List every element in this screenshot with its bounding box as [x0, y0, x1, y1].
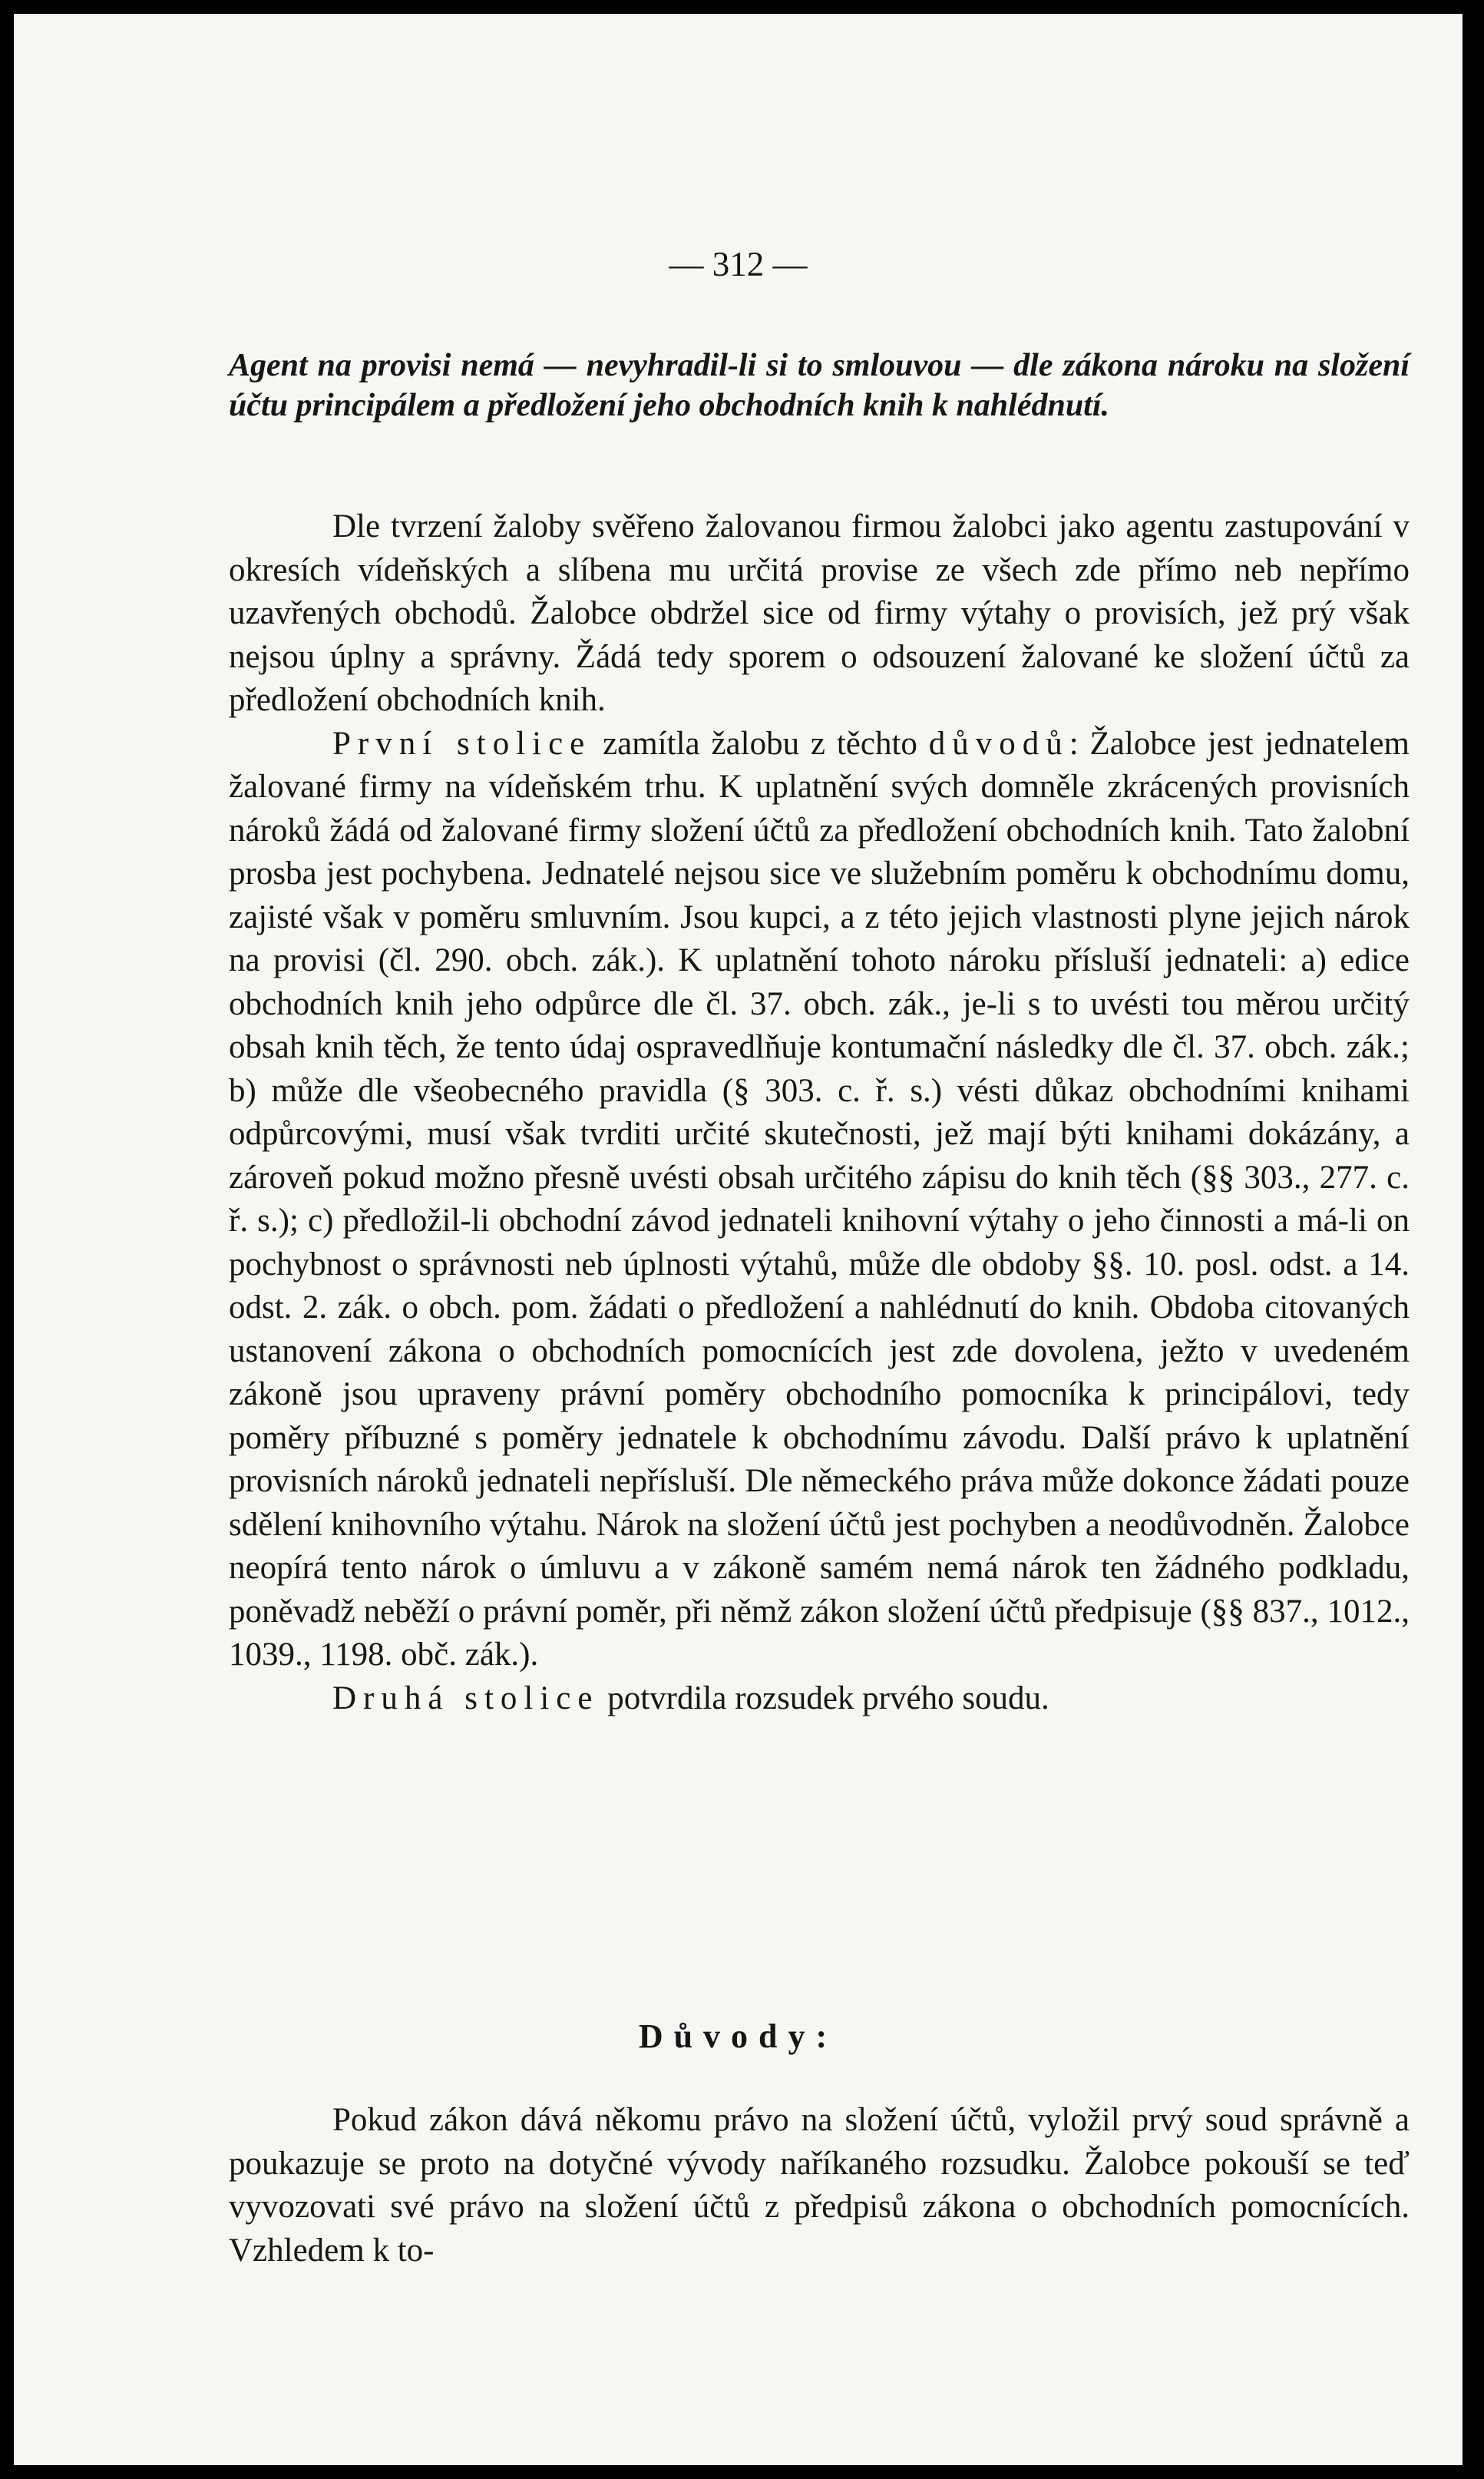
case-headnote: Agent na provisi nemá — nevyhradil-li si to smlouvou — dle zákona nároku na složení účtu principálem a předložení jeho obchodních knih k nahlédnutí.: [229, 348, 1410, 423]
reasons-paragraph: Pokud zákon dává někomu právo na složení účtů, vyložil prvý soud správně a poukazuje se proto na dotyčné vývody naříkaného rozsudku. Žalobce pokouší se teď vyvozovati své právo na složení účtů z předpisů zákona o obchodních pomocnících. Vzhledem k to-: [229, 2102, 1410, 2269]
second-instance-decision: potvrdila rozsudek prvého soudu.: [599, 1680, 1049, 1716]
second-instance-heading: Druhá stolice: [332, 1680, 600, 1716]
reasons-section: [229, 2099, 1410, 2272]
first-instance-paragraph: [229, 723, 1410, 1677]
reasons-word: důvodů: [928, 725, 1069, 762]
second-instance-paragraph: [229, 1677, 1410, 1721]
first-instance-intro: zamítla žalobu z těchto: [591, 725, 929, 762]
first-instance-reasoning: : Žalobce jest jednatelem žalované firmy na vídeňském trhu. K uplatnění svých domněle zkrácených provisních nároků žádá od žalované firmy složení účtů za předložení obchodních knih. Tato žalobní prosba jest pochybena. Jednatelé nejsou sice ve služebním poměru k obchodnímu domu, zajisté však v poměru smluvním. Jsou kupci, a z této jejich vlastnosti plyne jejich nárok na provisi (čl. 290. obch. zák.). K uplatnění tohoto nároku přísluší jednateli: a) edice obchodních knih jeho odpůrce dle čl. 37. obch. zák., je-li s to uvésti tou měrou určitý obsah knih těch, že tento údaj ospravedlňuje kontumační následky dle čl. 37. obch. zák.; b) může dle všeobecného pravidla (§ 303. c. ř. s.) vésti důkaz obchodními knihami odpůrcovými, musí však tvrditi určité skutečnosti, jež mají býti knihami dokázány, a zároveň pokud možno přesně uvésti obsah určitého zápisu do knih těch (§§ 303., 277. c. ř. s.); c) předložil-li obchodní závod jednateli knihovní výtahy o jeho činnosti a má-li on pochybnost o správnosti neb úplnosti výtahů, může dle obdoby §§. 10. posl. odst. a 14. odst. 2. zák. o obch. pom. žádati o předložení a nahlédnutí do knih. Obdoba citovaných ustanovení zákona o obchodních pomocnících jest zde dovolena, ježto v uvedeném zákoně jsou upraveny právní poměry obchodního pomocníka k principálovi, tedy poměry příbuzné s poměry jednatele k obchodnímu závodu. Další právo k uplatnění provisních nároků jednateli nepřísluší. Dle německého práva může dokonce žádati pouze sdělení knihovního výtahu. Nárok na složení účtů jest pochyben a neodůvodněn. Žalobce neopírá tento nárok o úmluvu a v zákoně samém nemá nárok ten žádného podkladu, poněvadž neběží o právní poměr, při němž zákon složení účtů předpisuje (§§ 837., 1012., 1039., 1198. obč. zák.).: [229, 725, 1410, 1673]
first-instance-heading: První stolice: [332, 725, 592, 762]
plaintiff-claim-paragraph: Dle tvrzení žaloby svěřeno žalovanou firmou žalobci jako agentu zastupování v okresích vídeňských a slíbena mu určitá provise ze všech zde přímo neb nepřímo uzavřených obchodů. Žalobce obdržel sice od firmy výtahy o provisích, jež prý však nejsou úplny a správny. Žádá tedy sporem o odsouzení žalované ke složení účtů za předložení obchodních knih.: [229, 508, 1410, 718]
page-number: — 312 —: [669, 245, 808, 283]
section-title: Důvody:: [638, 2017, 838, 2055]
case-body: [229, 505, 1410, 1720]
document-page: [14, 14, 1463, 2465]
